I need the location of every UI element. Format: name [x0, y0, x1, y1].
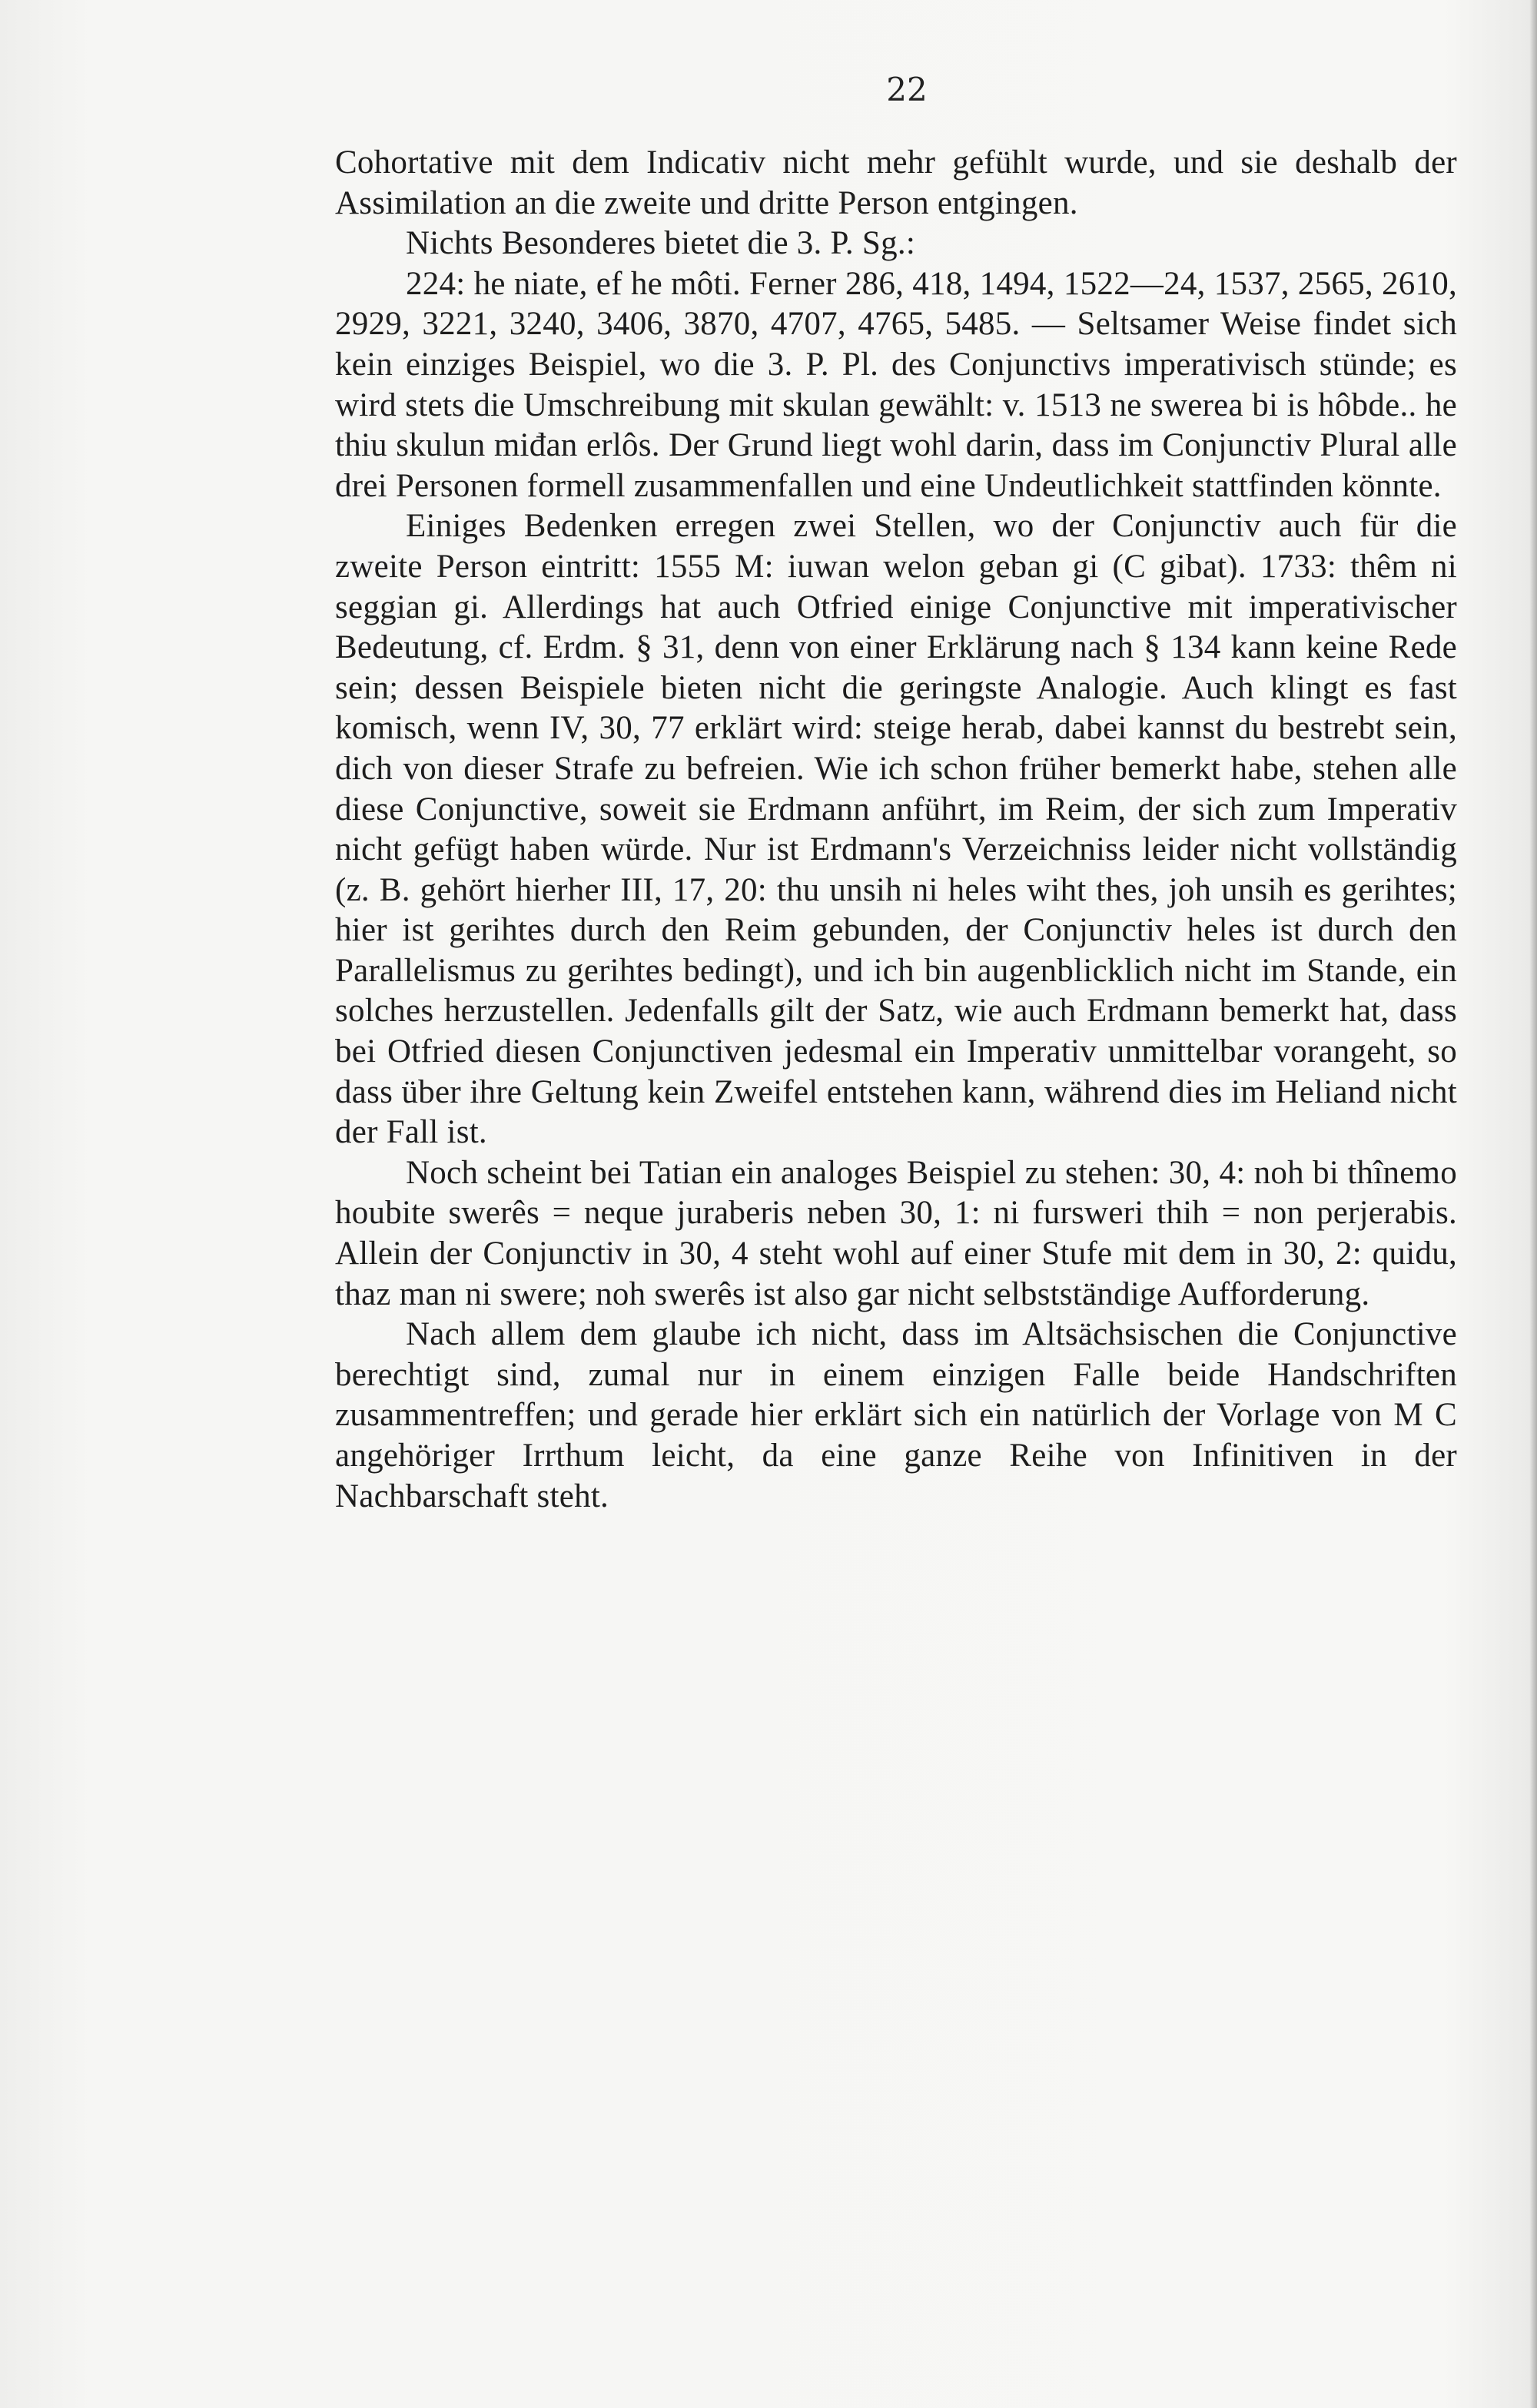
- paragraph-2: Nichts Besonderes bietet die 3. P. Sg.:: [406, 225, 916, 262]
- body-text: [335, 143, 1457, 1517]
- paragraph-3: 224: he niate, ef he môti. Ferner 286, 418, 1494, 1522—24, 1537, 2565, 2610, 2929, 3221, 3240, 3406, 3870, 4707, 4765, 5485. — Seltsamer Weise findet sich kein einziges Beispiel, wo die 3. P. Pl. des Conjunctivs imperativisch stünde; es wird stets die Umschreibung mit skulan gewählt: v. 1513 ne swerea bi is hôbde.. he thiu skulun miđan erlôs. Der Grund liegt wohl darin, dass im Conjunctiv Plural alle drei Personen formell zusammenfallen und eine Undeutlichkeit stattfinden könnte.: [335, 265, 1457, 504]
- paragraph-6: Nach allem dem glaube ich nicht, dass im Altsächsischen die Conjunctive berechtigt sind, zumal nur in einem einzigen Falle beide Handschriften zusammentreffen; und gerade hier erklärt sich ein natürlich der Vorlage von M C angehöriger Irrthum leicht, da eine ganze Reihe von Infinitiven in der Nachbarschaft steht.: [335, 1316, 1457, 1514]
- page-number: 22: [886, 71, 928, 108]
- page-edge-shadow: [1529, 0, 1537, 2408]
- paragraph-4: Einiges Bedenken erregen zwei Stellen, wo der Conjunctiv auch für die zweite Person eintritt: 1555 M: iuwan welon geban gi (C gibat). 1733: thêm ni seggian gi. Allerdings hat auch Otfried einige Conjunctive mit imperativischer Bedeutung, cf. Erdm. § 31, denn von einer Erklärung nach § 134 kann keine Rede sein; dessen Beispiele bieten nicht die geringste Analogie. Auch klingt es fast komisch, wenn IV, 30, 77 erklärt wird: steige herab, dabei kannst du bestrebt sein, dich von dieser Strafe zu befreien. Wie ich schon früher bemerkt habe, stehen alle diese Conjunctive, soweit sie Erdmann anführt, im Reim, der sich zum Imperativ nicht gefügt haben würde. Nur ist Erdmann's Verzeichniss leider nicht vollständig (z. B. gehört hierher III, 17, 20: thu unsih ni heles wiht thes, joh unsih es gerihtes; hier ist gerihtes durch den Reim gebunden, der Conjunctiv heles ist durch den Parallelismus zu gerihtes bedingt), und ich bin augenblicklich nicht im Stande, ein solches herzustellen. Jedenfalls gilt der Satz, wie auch Erdmann bemerkt hat, dass bei Otfried diesen Conjunctiven jedesmal ein Imperativ unmittelbar vorangeht, so dass über ihre Geltung kein Zweifel entstehen kann, während dies im Heliand nicht der Fall ist.: [335, 508, 1457, 1151]
- paragraph-5: Noch scheint bei Tatian ein analoges Beispiel zu stehen: 30, 4: noh bi thînemo houbite swerês = neque juraberis neben 30, 1: ni fursweri thih = non perjerabis. Allein der Conjunctiv in 30, 4 steht wohl auf einer Stufe mit dem in 30, 2: quidu, thaz man ni swere; noh swerês ist also gar nicht selbstständige Aufforderung.: [335, 1154, 1457, 1312]
- paragraph-1: Cohortative mit dem Indicativ nicht mehr gefühlt wurde, und sie deshalb der Assimilation an die zweite und dritte Person entgingen.: [335, 144, 1457, 221]
